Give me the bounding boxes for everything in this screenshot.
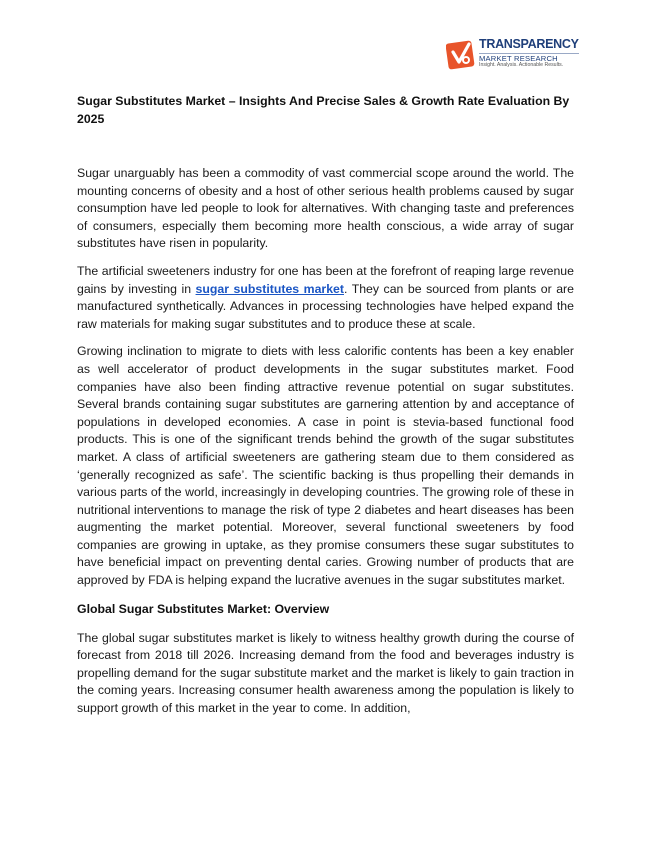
paragraph-trends: Growing inclination to migrate to diets with less calorific contents has been a key enabler as well accelerator of product developments in the sugar substitutes market. Food companies have also been finding attractive revenue potential on sugar substitutes. Several brands containing sugar substitutes are garnering attention by and acceptance of populations in developed economies. A case in point is stevia-based functional food products. This is one of the significant trends behind the growth of the sugar substitutes market. A class of artificial sweeteners are gathering steam due to them considered as ‘generally recognized as safe’. The scientific backing is thus propelling their demands in various parts of the world, increasingly in developing countries. The growing role of these in nutritional interventions to manage the risk of type 2 diabetes and heart diseases has been augmenting the market potential. Moreover, several functional sweeteners by food companies are growing in uptake, as they promise consumers these sugar substitutes to have beneficial impact on preventing dental caries. Growing number of products that are approved by FDA is helping expand the lucrative avenues in the sugar substitutes market. (77, 344, 574, 588)
paragraph-text: The artificial sweeteners industry for one has been at the forefront of reaping large revenue gains by investing in (77, 263, 574, 296)
document-title: Sugar Substitutes Market – Insights And Precise Sales & Growth Rate Evaluation By 2025 (77, 94, 570, 126)
sugar-substitutes-market-link[interactable]: sugar substitutes market (195, 281, 344, 296)
logo-mark-icon (446, 38, 476, 72)
company-logo (446, 37, 579, 74)
logo-subtitle: MARKET RESEARCH (479, 53, 579, 63)
document-body (77, 92, 574, 728)
paragraph-intro: Sugar unarguably has been a commodity of vast commercial scope around the world. The mounting concerns of obesity and a host of other serious health problems caused by sugar consumption have led people to look for alternatives. With changing taste and preferences of consumers, especially them becoming more health conscious, a wide array of sugar substitutes have risen in popularity. (77, 166, 574, 251)
paragraph-text: . They can be sourced from plants or are manufactured synthetically. Advances in processing technologies have helped expand the raw materials for making sugar substitutes and to produce these at scale. (77, 281, 574, 331)
section-heading-overview: Global Sugar Substitutes Market: Overview (77, 601, 330, 616)
logo-tagline: Insight. Analysis. Actionable Results. (479, 62, 564, 69)
paragraph-sweeteners (77, 263, 574, 333)
logo-name: TRANSPARENCY (479, 37, 579, 51)
paragraph-overview: The global sugar substitutes market is likely to witness healthy growth during the course of forecast from 2018 till 2026. Increasing demand from the food and beverages industry is propelling demand for the sugar substitute market and the market is likely to gain traction in the coming years. Increasing consumer health awareness among the population is likely to support growth of this market in the year to come. In addition, (77, 630, 574, 716)
